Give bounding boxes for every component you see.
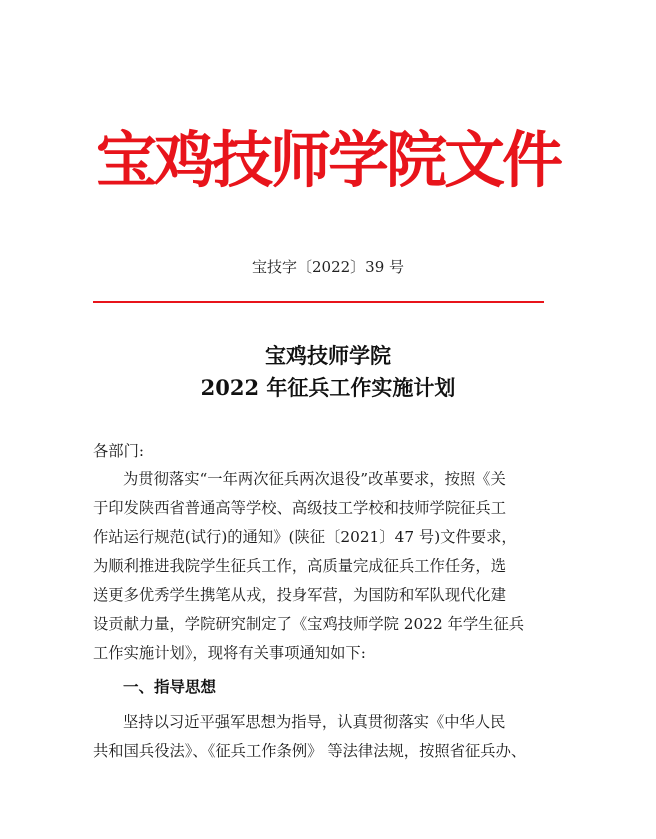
paragraph-line: 工作实施计划》，现将有关事项通知如下: <box>93 644 366 662</box>
paragraph-line: 送更多优秀学生携笔从戎，投身军营，为国防和军队现代化建 <box>93 586 507 604</box>
paragraph-line: 共和国兵役法》、《征兵工作条例》 等法律法规，按照省征兵办、 <box>93 742 527 760</box>
salutation: 各部门: <box>93 442 145 460</box>
document-header-title: 宝鸡技师学院文件 <box>95 125 560 196</box>
header-divider-red-rule <box>93 301 544 303</box>
paragraph-line: 坚持以习近平强军思想为指导，认真贯彻落实《中华人民 <box>123 713 506 731</box>
paragraph-line: 为贯彻落实“一年两次征兵两次退役”改革要求，按照《关 <box>123 470 506 488</box>
paragraph-line: 于印发陕西省普通高等学校、高级技工学校和技师学院征兵工 <box>93 499 507 517</box>
paragraph-line: 为顺利推进我院学生征兵工作，高质量完成征兵工作任务，选 <box>93 557 507 575</box>
document-title-line-2: 2022 年征兵工作实施计划 <box>200 375 456 400</box>
paragraph-line: 设贡献力量，学院研究制定了《宝鸡技师学院 2022 年学生征兵 <box>93 615 525 633</box>
document-title-line-1: 宝鸡技师学院 <box>265 343 391 368</box>
paragraph-line: 作站运行规范(试行)的通知》(陕征〔2021〕47 号)文件要求， <box>93 528 517 546</box>
document-number: 宝技字〔2022〕39 号 <box>251 258 405 276</box>
section-heading-guiding-principle: 一、指导思想 <box>123 678 217 696</box>
